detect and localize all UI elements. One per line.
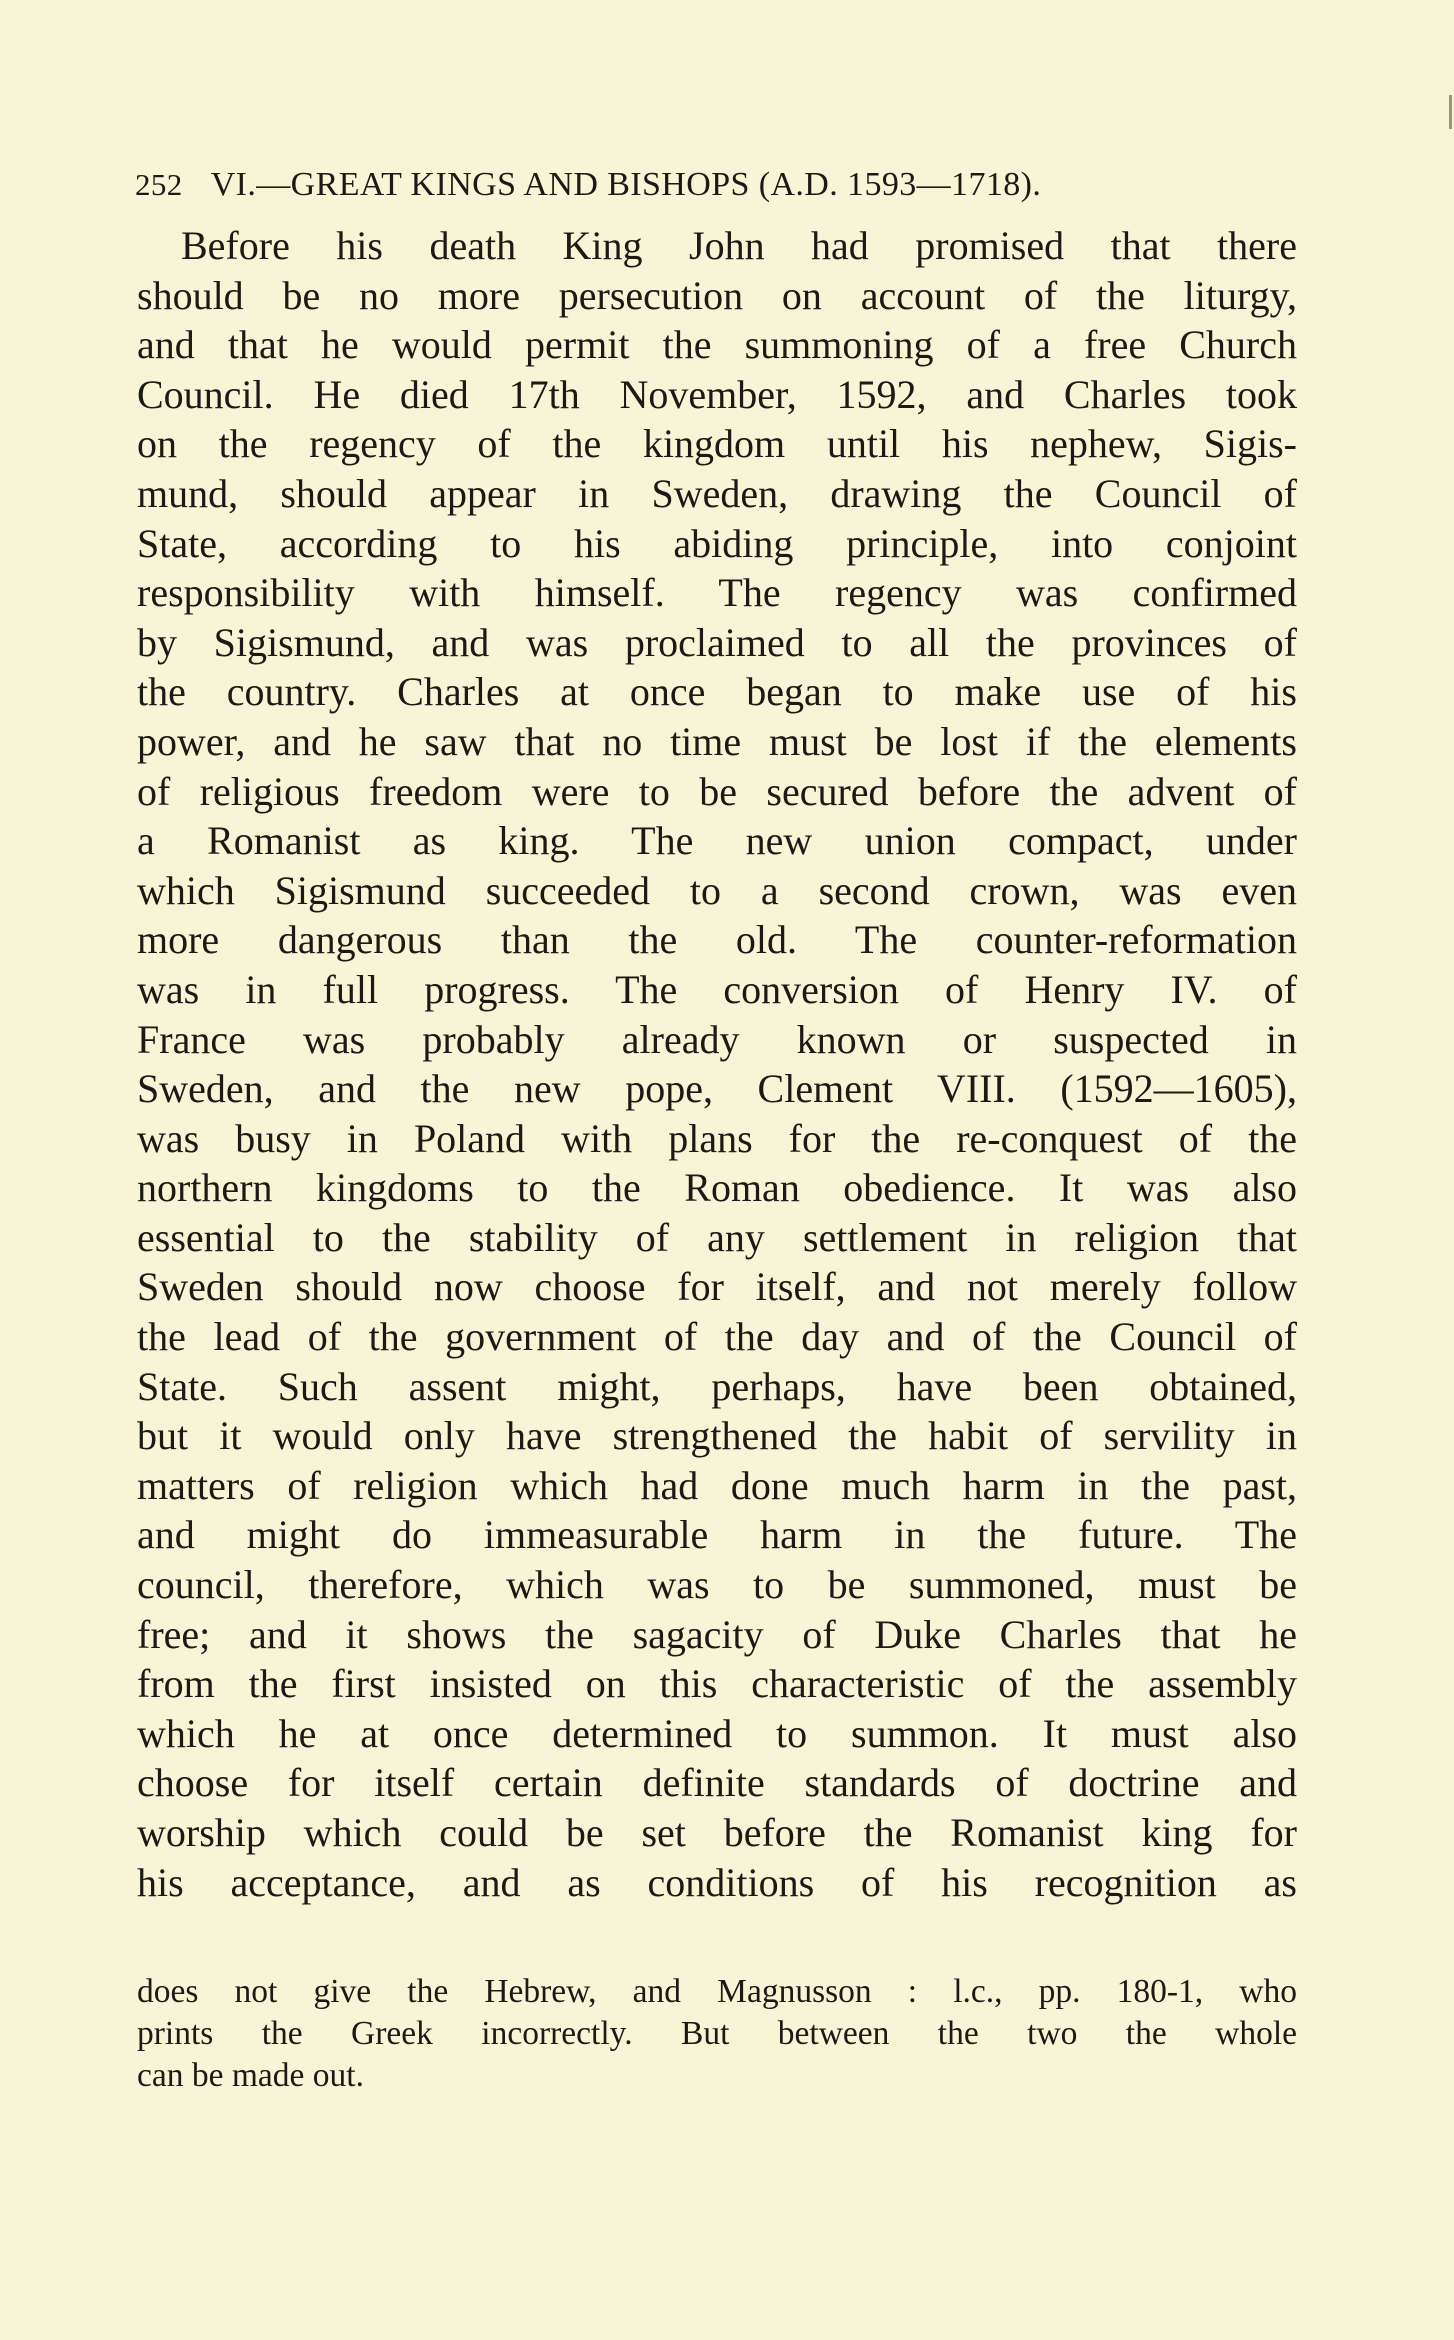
text-line: worship which could be set before the Romanist king for [137, 1810, 1297, 1855]
text-line: on the regency of the kingdom until his nephew, Sigis- [137, 421, 1297, 467]
text-line: a Romanist as king. The new union compact, under [137, 818, 1297, 864]
text-line: the country. Charles at once began to make use of his [137, 669, 1297, 715]
footnote [137, 1971, 1297, 2097]
text-line: from the first insisted on this characteristic of the assembly [137, 1661, 1297, 1707]
running-title: VI.—GREAT KINGS AND BISHOPS (A.D. 1593—1718). [210, 166, 1042, 203]
text-line: more dangerous than the old. The counter-reformation [137, 917, 1297, 963]
text-line: power, and he saw that no time must be lost if the elements [137, 718, 1297, 764]
text-line: choose for itself certain definite standards of doctrine and [137, 1760, 1297, 1806]
text-line: State. Such assent might, perhaps, have been obtained, [137, 1363, 1297, 1409]
text-line: responsibility with himself. The regency was confirmed [137, 570, 1297, 616]
text-line: of religious freedom were to be secured before the advent of [137, 768, 1297, 814]
text-line: essential to the stability of any settlement in religion that [137, 1214, 1297, 1260]
text-line: Sweden should now choose for itself, and not merely follow [137, 1264, 1297, 1310]
text-line: State, according to his abiding principle, into conjoint [137, 520, 1297, 566]
footnote-line: can be made out. [137, 2057, 364, 2094]
text-line: and might do immeasurable harm in the future. The [137, 1512, 1297, 1558]
text-line: council, therefore, which was to be summoned, must be [137, 1562, 1297, 1608]
text-line: his acceptance, and as conditions of his recognition as [137, 1859, 1297, 1905]
text-line: France was probably already known or suspected in [137, 1016, 1297, 1062]
page-number: 252 [135, 167, 183, 202]
text-line: but it would only have strengthened the habit of servility in [137, 1413, 1297, 1459]
text-line: mund, should appear in Sweden, drawing the Council of [137, 470, 1297, 516]
text-line: should be no more persecution on account of the liturgy, [137, 272, 1297, 318]
text-line: the lead of the government of the day and of the Council of [137, 1314, 1297, 1360]
page-edge-mark [1449, 95, 1452, 129]
text-line: Before his death King John had promised that there [181, 223, 1297, 268]
text-line: matters of religion which had done much harm in the past, [137, 1462, 1297, 1508]
text-line: northern kingdoms to the Roman obedience. It was also [137, 1165, 1297, 1211]
body-paragraph [137, 221, 1297, 1907]
text-line: Sweden, and the new pope, Clement VIII. (1592—1605), [137, 1066, 1297, 1112]
text-line: free; and it shows the sagacity of Duke Charles that he [137, 1611, 1297, 1657]
text-line: by Sigismund, and was proclaimed to all the provinces of [137, 619, 1297, 665]
text-line: was in full progress. The conversion of Henry IV. of [137, 966, 1297, 1012]
running-head [135, 163, 1305, 207]
footnote-line: prints the Greek incorrectly. But between the two the whole [137, 2015, 1297, 2052]
text-line: which he at once determined to summon. It must also [137, 1710, 1297, 1756]
text-line: was busy in Poland with plans for the re-conquest of the [137, 1115, 1297, 1161]
text-line: Council. He died 17th November, 1592, and Charles took [137, 371, 1297, 417]
text-line: which Sigismund succeeded to a second crown, was even [137, 867, 1297, 913]
text-line: and that he would permit the summoning of a free Church [137, 322, 1297, 368]
footnote-line: does not give the Hebrew, and Magnusson : l.c., pp. 180-1, who [137, 1973, 1297, 2010]
